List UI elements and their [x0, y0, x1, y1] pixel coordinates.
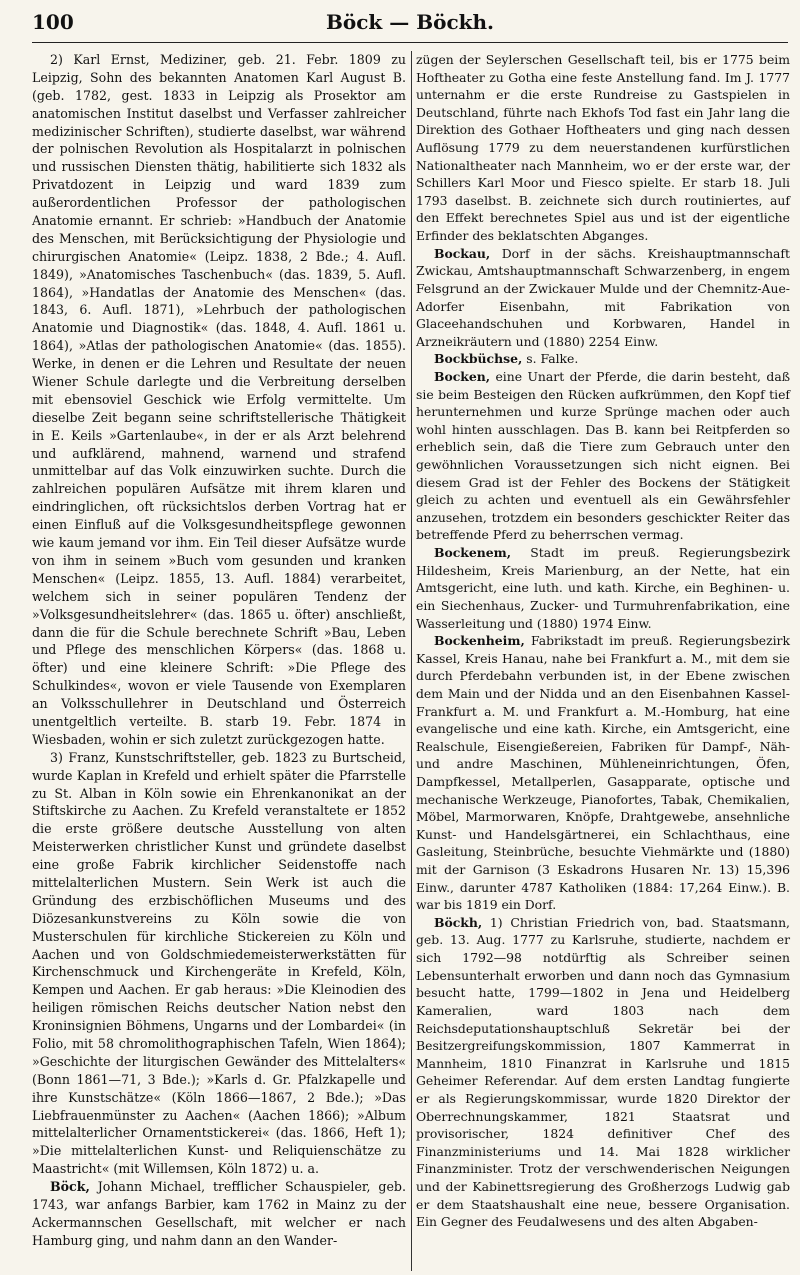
entry-text: Stadt im preuß. Regierungsbezirk Hildesheim, Kreis Marienburg, an der Nette, hat ein Amtsgericht, eine luth. und kath. Kirche, ein Beghinen- u. ein Siechenhaus, Zucker- und Turmuhrenfabrikation, eine Wasserleitung und (1880) 1974 Einw. [416, 545, 790, 631]
text-columns [32, 51, 788, 1271]
entry-bockau [416, 245, 790, 351]
entry-text: s. Falke. [522, 351, 579, 367]
left-column [32, 51, 406, 1250]
entry-bocken [416, 368, 790, 544]
entry-boeck-continued: zügen der Seylerschen Gesellschaft teil, bis er 1775 beim Hoftheater zu Gotha eine feste Anstellung fand. Im J. 1777 unternahm er die erste Rundreise zu Gastspielen in Deutschland, führte nach Ekhofs Tod fast ein Jahr lang die Direktion des Gothaer Hoftheaters und ging nach dessen Auflösung 1779 zu dem neuerstandenen kurfürstlichen Nationaltheater nach Mannheim, wo er der erste war, der Schillers Karl Moor und Fiesco spielte. Er starb 18. Juli 1793 daselbst. B. zeichnete sich durch routiniertes, auf den Effekt berechnetes Spiel aus und ist der eigentliche Erfinder des beklatschten Abganges. [416, 52, 790, 244]
entry-bockbuechse [416, 350, 790, 368]
column-divider [411, 51, 412, 1271]
headword: Bockbüchse, [434, 351, 523, 367]
headword: Böck, [50, 1179, 90, 1195]
headword: Bockau, [434, 245, 491, 261]
entry-boeck [32, 1178, 406, 1250]
headword: Bockenheim, [434, 633, 525, 649]
headword: Bockenem, [434, 545, 512, 561]
running-title: Böck — Böckh. [326, 10, 494, 34]
entry-text: 1) Christian Friedrich von, bad. Staatsmann, geb. 13. Aug. 1777 zu Karlsruhe, studierte, nachdem er sich 1792—98 notdürftig als Schreiber seinen Lebensunterhalt erworben und dann noch das Gymnasium besucht hatte, 1799—1802 in Jena und Heidelberg Kameralien, ward 1803 nach dem Reichsdeputationshauptschluß Sekretär bei der Besitzergreifungskommission, 1807 Kammerrat in Mannheim, 1810 Finanzrat in Karlsruhe und 1815 Geheimer Referendar. Auf dem ersten Landtag fungierte er als Regierungskommissar, wurde 1820 Direktor der Oberrechnungskammer, 1821 Staatsrat und provisorischer, 1824 definitiver Chef des Finanzministeriums und 14. Mai 1828 wirklicher Finanzminister. Trotz der verschwenderischen Neigungen und der Kabinettsregierung des Großherzogs Ludwig gab er dem Staatshaushalt eine neue, bessere Organisation. Ein Gegner des Feudalwesens und des alten Abgaben- [416, 914, 790, 1230]
entry-text: Johann Michael, trefflicher Schauspieler, geb. 1743, war anfangs Barbier, kam 1762 in Mainz zu der Ackermannschen Gesellschaft, mit welcher er nach Hamburg ging, und nahm dann an den Wander- [32, 1179, 406, 1248]
page-header [32, 8, 788, 43]
headword: Böckh, [434, 914, 483, 930]
entry-text: Dorf in der sächs. Kreishauptmannschaft Zwickau, Amtshauptmannschaft Schwarzenberg, in engem Felsgrund an der Zwickauer Mulde und der Chemnitz-Aue-Adorfer Eisenbahn, mit Fabrikation von Glaceehandschuhen und Korbwaren, Handel in Arzneikräutern und (1880) 2254 Einw. [416, 245, 790, 349]
entry-bockenheim [416, 632, 790, 914]
page-number: 100 [32, 10, 74, 34]
entry-bockenem [416, 544, 790, 632]
right-column [416, 51, 790, 1231]
entry-karl-ernst: 2) Karl Ernst, Mediziner, geb. 21. Febr. 1809 zu Leipzig, Sohn des bekannten Anatomen Karl August B. (geb. 1782, gest. 1833 in Leipzig als Prosektor am anatomischen Institut daselbst und Verfasser zahlreicher medizinischer Schriften), studierte daselbst, war während der polnischen Revolution als Hospitalarzt in polnischen und russischen Diensten thätig, habilitierte sich 1832 als Privatdozent in Leipzig und ward 1839 zum außerordentlichen Professor der pathologischen Anatomie ernannt. Er schrieb: »Handbuch der Anatomie des Menschen, mit Berücksichtigung der Physiologie und chirurgischen Anatomie« (Leipz. 1838, 2 Bde.; 4. Aufl. 1849), »Anatomisches Taschenbuch« (das. 1839, 5. Aufl. 1864), »Handatlas der Anatomie des Menschen« (das. 1843, 6. Aufl. 1871), »Lehrbuch der pathologischen Anatomie und Diagnostik« (das. 1848, 4. Aufl. 1861 u. 1864), »Atlas der pathologischen Anatomie« (das. 1855). Werke, in denen er die Lehren und Resultate der neuen Wiener Schule darlegte und die Verbreitung derselben mit ebensoviel Geschick wie Erfolg vermittelte. Um dieselbe Zeit begann seine schriftstellerische Thätigkeit in E. Keils »Gartenlaube«, in der er als Arzt belehrend und aufklärend, mahnend, warnend und strafend unmittelbar auf das Volk einzuwirken suchte. Durch die zahlreichen populären Aufsätze mit ihrem klaren und eindringlichen, oft rücksichtslos derben Vortrag hat er einen Einfluß auf die Volksgesundheitspflege gewonnen wie kaum jemand vor ihm. Ein Teil dieser Aufsätze wurde von ihm in seinem »Buch vom gesunden und kranken Menschen« (Leipz. 1855, 13. Aufl. 1884) verarbeitet, welchem sich in seiner populären Tendenz der »Volksgesundheitslehrer« (das. 1865 u. öfter) anschließt, dann die für die Schule berechnete Schrift »Bau, Leben und Pflege des menschlichen Körpers« (das. 1868 u. öfter) und eine kleinere Schrift: »Die Pflege des Schulkindes«, wovon er viele Tausende von Exemplaren an Volksschullehrer in Deutschland und Österreich unentgeltlich verteilte. B. starb 19. Febr. 1874 in Wiesbaden, wohin er sich zuletzt zurückgezogen hatte. [32, 52, 406, 747]
entry-franz: 3) Franz, Kunstschriftsteller, geb. 1823 zu Burtscheid, wurde Kaplan in Krefeld und erhielt später die Pfarrstelle zu St. Alban in Köln sowie ein Ehrenkanonikat an der Stiftskirche zu Aachen. Zu Krefeld veranstaltete er 1852 die erste größere deutsche Ausstellung von alten Meisterwerken christlicher Kunst und gründete daselbst eine große Fabrik kirchlicher Seidenstoffe nach mittelalterlichen Mustern. Sein Werk ist auch die Gründung des erzbischöflichen Museums und des Diözesankunstvereins zu Köln sowie die von Musterschulen für kirchliche Stickereien zu Köln und Aachen und von Goldschmiedemeisterwerkstätten für Kirchenschmuck und Kirchengeräte in Krefeld, Köln, Kempen und Aachen. Er gab heraus: »Die Kleinodien des heiligen römischen Reichs deutscher Nation nebst den Kroninsignien Böhmens, Ungarns und der Lombardei« (in Folio, mit 58 chromolithographischen Tafeln, Wien 1864); »Geschichte der liturgischen Gewänder des Mittelalters« (Bonn 1861—71, 3 Bde.); »Karls d. Gr. Pfalzkapelle und ihre Kunstschätze« (Köln 1866—1867, 2 Bde.); »Das Liebfrauenmünster zu Aachen« (Aachen 1866); »Album mittelalterlicher Ornamentstickerei« (das. 1866, Heft 1); »Die mittelalterlichen Kunst- und Reliquienschätze zu Maastricht« (mit Willemsen, Köln 1872) u. a. [32, 749, 406, 1177]
entry-text: eine Unart der Pferde, die darin besteht, daß sie beim Besteigen den Rücken aufkrümmen, den Kopf tief herunternehmen und kurze Sprünge machen oder auch wohl hinten ausschlagen. Das B. kann bei Reitpferden so erheblich sein, daß die Tiere zum Gebrauch unter den gewöhnlichen Voraussetzungen sich nicht eignen. Bei diesem Grad ist der Fehler des Bockens der Stätigkeit gleich zu achten und eventuell als ein Gewährsfehler anzusehen, trotzdem ein besonders geschickter Reiter das betreffende Pferd zu beherrschen vermag. [416, 368, 790, 543]
entry-text: Fabrikstadt im preuß. Regierungsbezirk Kassel, Kreis Hanau, nahe bei Frankfurt a. M., mit dem sie durch Pferdebahn verbunden ist, in der Ebene zwischen dem Main und der Nidda und an den Eisenbahnen Kassel-Frankfurt a. M. und Frankfurt a. M.-Homburg, hat eine evangelische und eine kath. Kirche, ein Amtsgericht, eine Realschule, Eisengießereien, Fabriken für Dampf-, Näh- und andre Maschinen, Mühleneinrichtungen, Öfen, Dampfkessel, Metallperlen, Gasapparate, optische und mechanische Werkzeuge, Pianofortes, Tabak, Chemikalien, Möbel, Marmorwaren, Knöpfe, Drahtgewebe, ansehnliche Kunst- und Handelsgärtnerei, ein Schlachthaus, eine Gasleitung, Steinbrüche, besuchte Viehmärkte und (1880) mit der Garnison (3 Eskadrons Husaren Nr. 13) 15,396 Einw., darunter 4787 Katholiken (1884: 17,264 Einw.). B. war bis 1819 ein Dorf. [416, 633, 790, 913]
headword: Bocken, [434, 368, 491, 384]
entry-boeckh [416, 914, 790, 1231]
